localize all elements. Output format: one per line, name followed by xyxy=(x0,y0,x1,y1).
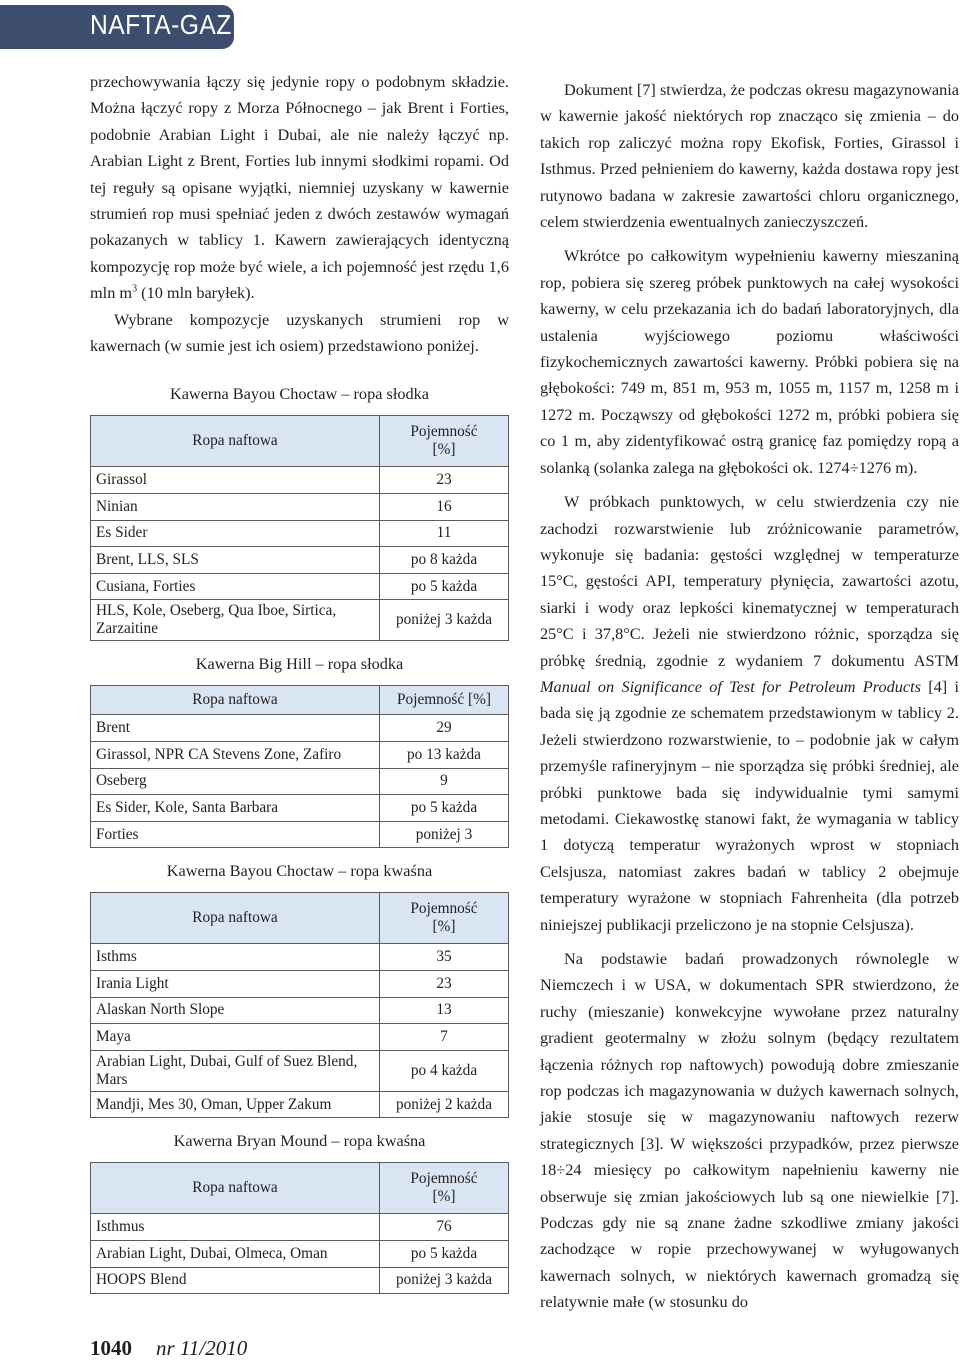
capacity-cell: 23 xyxy=(380,467,509,494)
table-row xyxy=(91,971,509,998)
crude-cell: Ninian xyxy=(91,494,380,521)
table-row xyxy=(91,494,509,521)
table-1-title: Kawerna Bayou Choctaw – ropa słodka xyxy=(169,384,430,404)
table-3 xyxy=(90,892,509,1118)
capacity-cell: po 5 każda xyxy=(380,573,509,600)
crude-cell: Cusiana, Forties xyxy=(91,573,380,600)
left-paragraph-1 xyxy=(90,69,509,307)
capacity-cell: 9 xyxy=(380,768,509,795)
crude-cell: Girassol, NPR CA Stevens Zone, Zafiro xyxy=(91,742,380,769)
capacity-cell: 35 xyxy=(380,944,509,971)
capacity-cell: 16 xyxy=(380,494,509,521)
column-header-crude: Ropa naftowa xyxy=(91,1163,380,1214)
crude-cell: HLS, Kole, Oseberg, Qua Iboe, Sirtica, Zarzaitine xyxy=(91,600,380,641)
table-row xyxy=(91,1267,509,1294)
table-row xyxy=(91,467,509,494)
table-row xyxy=(91,1091,509,1118)
table-row xyxy=(91,821,509,848)
table-header-row xyxy=(91,416,509,467)
capacity-cell: 13 xyxy=(380,997,509,1024)
table-row xyxy=(91,520,509,547)
capacity-unit: [%] xyxy=(432,441,456,459)
crude-cell: Isthmus xyxy=(91,1214,380,1241)
crude-cell: Girassol xyxy=(91,467,380,494)
table-row xyxy=(91,1024,509,1051)
table-header-row xyxy=(91,893,509,944)
crude-cell: Irania Light xyxy=(91,971,380,998)
capacity-cell: poniżej 3 xyxy=(380,821,509,848)
left-paragraph-1-text: przechowywania łączy się jedynie ropy o podobnym składzie. Można łączyć ropy z Morza Północnego – jak Brent i Forties, podobnie Arabian Light i Dubai, ale nie należy łączyć np. Arabian Light z Brent, Forties lub innymi słodkimi ropami. Od tej reguły są opisane wyjątki, niemniej uzyskany w kawernie strumień rop musi spełniać jeden z dwóch zestawów wymagań pokazanych w tablicy 1. Kawern zawierających identyczną kompozycję rop może być wiele, a ich pojemność jest rzędu 1,6 mln m xyxy=(90,72,509,303)
table-row xyxy=(91,768,509,795)
capacity-label: Pojemność xyxy=(410,423,478,441)
crude-cell: Arabian Light, Dubai, Olmeca, Oman xyxy=(91,1240,380,1267)
crude-cell: Brent xyxy=(91,715,380,742)
capacity-cell: 76 xyxy=(380,1214,509,1241)
crude-cell: Maya xyxy=(91,1024,380,1051)
right-paragraph-3-text: W próbkach punktowych, w celu stwierdzenia czy nie zachodzi rozwarstwienie lub zróżnicowanie parametrów, wykonuje się badania: gęstości względnej w temperaturze 15°C, gęstości API, temperatury płynięcia, zawartości azotu, siarki i wody oraz lepkości kinematycznej w temperaturach 25°C i 37,8°C. Jeżeli nie stwierdzono różnic, sporządza się próbkę średnią, zgodnie z wydaniem 7 dokumentu ASTM xyxy=(540,492,959,670)
capacity-cell: po 5 każda xyxy=(380,1240,509,1267)
column-header-crude: Ropa naftowa xyxy=(91,686,380,715)
right-paragraph-1: Dokument [7] stwierdza, że podczas okresu magazynowania w kawernie jakość niektórych rop znacząco się zmienia – do takich rop zaliczyć można ropy Ekofisk, Forties, Girassol i Isthmus. Przed pełnieniem do kawerny, każda dostawa ropy jest rutynowo badana w zakresie zawartości chloru organicznego, celem stwierdzenia ewentualnych zanieczyszczeń. xyxy=(540,80,959,232)
crude-cell: Es Sider, Kole, Santa Barbara xyxy=(91,795,380,822)
crude-cell: Oseberg xyxy=(91,768,380,795)
crude-cell: Arabian Light, Dubai, Gulf of Suez Blend, Mars xyxy=(91,1050,380,1091)
capacity-label: Pojemność xyxy=(410,900,478,918)
left-paragraph-1-end: (10 mln baryłek). xyxy=(137,283,255,303)
table-row xyxy=(91,1214,509,1241)
page-footer xyxy=(90,1336,247,1361)
table-row xyxy=(91,795,509,822)
right-paragraph-2: Wkrótce po całkowitym wypełnieniu kawerny mieszaniną rop, pobiera się szereg próbek punktowych na całej wysokości kawerny, w celu przekazania ich do badań laboratoryjnych, dla ustalenia wyjściowego poziomu właściwości fizykochemicznych zawartości kawerny. Próbki pobiera się na głębokości: 749 m, 851 m, 953 m, 1055 m, 1157 m, 1258 m i 1272 m. Począwszy od głębokości 1272 m, próbki pobiera się co 1 m, aby zidentyfikować ostrą granicę faz pomiędzy ropą a solanką (solanka zalega na głębokości ok. 1274÷1276 m). xyxy=(540,246,959,477)
table-row xyxy=(91,944,509,971)
table-row xyxy=(91,997,509,1024)
capacity-cell: poniżej 3 każda xyxy=(380,1267,509,1294)
capacity-cell: 7 xyxy=(380,1024,509,1051)
crude-cell: Forties xyxy=(91,821,380,848)
column-header-crude: Ropa naftowa xyxy=(91,416,380,467)
column-header-crude: Ropa naftowa xyxy=(91,893,380,944)
issue-number: nr 11/2010 xyxy=(156,1336,248,1360)
capacity-unit: [%] xyxy=(432,1188,456,1206)
table-header-row xyxy=(91,686,509,715)
journal-title: NAFTA-GAZ xyxy=(90,9,232,40)
column-header-capacity xyxy=(380,416,509,467)
table-4-title: Kawerna Bryan Mound – ropa kwaśna xyxy=(173,1131,426,1151)
column-header-capacity xyxy=(380,1163,509,1214)
capacity-label: Pojemność xyxy=(410,1170,478,1188)
table-1 xyxy=(90,415,509,641)
crude-cell: Alaskan North Slope xyxy=(91,997,380,1024)
table-row xyxy=(91,742,509,769)
right-paragraph-3 xyxy=(540,489,959,938)
left-column xyxy=(90,69,509,1294)
cubic-superscript: 3 xyxy=(132,283,138,295)
capacity-cell: po 8 każda xyxy=(380,547,509,574)
page-number: 1040 xyxy=(90,1336,132,1360)
capacity-cell: poniżej 2 każda xyxy=(380,1091,509,1118)
crude-cell: HOOPS Blend xyxy=(91,1267,380,1294)
right-column xyxy=(540,77,959,1316)
crude-cell: Isthms xyxy=(91,944,380,971)
table-row xyxy=(91,547,509,574)
capacity-cell: 11 xyxy=(380,520,509,547)
capacity-cell: poniżej 3 każda xyxy=(380,600,509,641)
capacity-cell: 29 xyxy=(380,715,509,742)
right-paragraph-4: Na podstawie badań prowadzonych równolegle w Niemczech i w USA, w dokumentach SPR stwierdzono, że ruchy (mieszanie) konwekcyjne wywołane przez naturalny gradient geotermalny w złożu solnym (będący rezultatem łączenia różnych rop naftowych) powodują dobre zmieszanie rop podczas ich magazynowania w dużych kawernach solnych, jakie stosuje się w magazynowaniu naftowych rezerw strategicznych [3]. W większości przypadków, przez pierwsze 18÷24 miesięcy po całkowitym napełnieniu kawerny nie obserwuje się zmian jakościowych lub są one niewielkie [7]. Podczas gdy nie są znane żadne szkodliwe zmiany jakości zachodzące w ropie przechowywanej w wyługowanych kawernach solnych, w niektórych kawernach gromadzą się relatywnie małe (w stosunku do xyxy=(540,949,959,1312)
capacity-unit: [%] xyxy=(432,918,456,936)
crude-cell: Es Sider xyxy=(91,520,380,547)
table-row xyxy=(91,1050,509,1091)
crude-cell: Brent, LLS, SLS xyxy=(91,547,380,574)
right-paragraph-3-text-cont: [4] i bada się ją zgodnie ze schematem przedstawionym w tablicy 2. Jeżeli stwierdzono rozwarstwienie, to – podobnie jak w całym przemyśle rafineryjnym – nie sporządza się próbki średniej, ale próbki punktowe bada się indywidualnie tymi samymi metodami. Ciekawostkę stanowi fakt, że wymagania w tablicy 1 dotyczą temperatur wyrażonych wprost w stopniach Celsjusza, natomiast zakres badań w tablicy 2 obejmuje temperatury wyrażone w stopniach Fahrenheita (dla potrzeb niniejszej publikacji przeliczono je na stopnie Celsjusza). xyxy=(540,676,960,934)
table-4 xyxy=(90,1162,509,1294)
capacity-cell: po 13 każda xyxy=(380,742,509,769)
table-3-title: Kawerna Bayou Choctaw – ropa kwaśna xyxy=(166,861,433,881)
left-paragraph-2: Wybrane kompozycje uzyskanych strumieni rop w kawernach (w sumie jest ich osiem) przedstawiono poniżej. xyxy=(90,309,509,356)
table-2 xyxy=(90,685,509,848)
capacity-cell: 23 xyxy=(380,971,509,998)
capacity-cell: po 5 każda xyxy=(380,795,509,822)
table-row xyxy=(91,600,509,641)
table-2-title: Kawerna Big Hill – ropa słodka xyxy=(195,654,404,674)
table-row xyxy=(91,715,509,742)
astm-manual-title: Manual on Significance of Test for Petroleum Products xyxy=(540,676,921,696)
table-header-row xyxy=(91,1163,509,1214)
crude-cell: Mandji, Mes 30, Oman, Upper Zakum xyxy=(91,1091,380,1118)
table-row xyxy=(91,1240,509,1267)
table-row xyxy=(91,573,509,600)
column-header-capacity: Pojemność [%] xyxy=(380,686,509,715)
capacity-cell: po 4 każda xyxy=(380,1050,509,1091)
column-header-capacity xyxy=(380,893,509,944)
